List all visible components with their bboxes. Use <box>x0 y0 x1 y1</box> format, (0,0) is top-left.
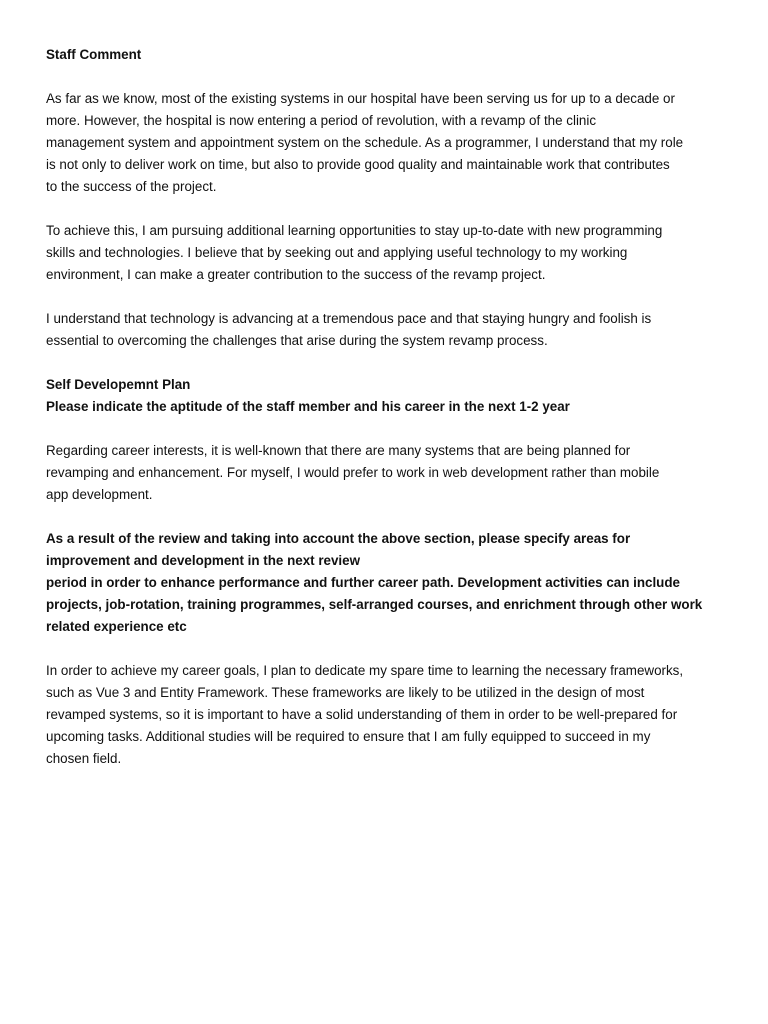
text-line: improvement and development in the next review <box>46 553 361 568</box>
text-line: To achieve this, I am pursuing additional learning opportunities to stay up-to-date with new programming <box>46 223 663 238</box>
text-line: revamped systems, so it is important to have a solid understanding of them in order to be well-prepared for <box>46 707 678 722</box>
answer-career-goals <box>46 660 730 770</box>
text-line: such as Vue 3 and Entity Framework. These frameworks are likely to be utilized in the design of most <box>46 685 645 700</box>
spacer <box>46 198 730 220</box>
staff-comment-paragraph-2 <box>46 220 730 286</box>
text-line: related experience etc <box>46 619 187 634</box>
text-line: more. However, the hospital is now entering a period of revolution, with a revamp of the clinic <box>46 113 597 128</box>
text-line: As far as we know, most of the existing systems in our hospital have been serving us for up to a decade or <box>46 91 675 106</box>
document-body <box>46 44 730 770</box>
answer-career-interests <box>46 440 730 506</box>
staff-comment-heading: Staff Comment <box>46 47 142 62</box>
text-line: Regarding career interests, it is well-known that there are many systems that are being planned for <box>46 443 631 458</box>
spacer <box>46 352 730 374</box>
text-line: projects, job-rotation, training programmes, self-arranged courses, and enrichment through other work <box>46 597 703 612</box>
question-aptitude: Please indicate the aptitude of the staff member and his career in the next 1-2 year <box>46 399 570 414</box>
staff-comment-paragraph-3 <box>46 308 730 352</box>
text-line: upcoming tasks. Additional studies will be required to ensure that I am fully equipped to succeed in my <box>46 729 651 744</box>
text-line: app development. <box>46 487 153 502</box>
spacer <box>46 418 730 440</box>
text-line: I understand that technology is advancing at a tremendous pace and that staying hungry and foolish is <box>46 311 652 326</box>
staff-comment-paragraph-1 <box>46 88 730 198</box>
text-line: is not only to deliver work on time, but also to provide good quality and maintainable work that contributes <box>46 157 670 172</box>
text-line: revamping and enhancement. For myself, I would prefer to work in web development rather than mobile <box>46 465 660 480</box>
spacer <box>46 286 730 308</box>
spacer <box>46 66 730 88</box>
text-line: environment, I can make a greater contribution to the success of the revamp project. <box>46 267 546 282</box>
text-line: essential to overcoming the challenges that arise during the system revamp process. <box>46 333 548 348</box>
text-line: As a result of the review and taking into account the above section, please specify areas for <box>46 531 631 546</box>
text-line: management system and appointment system on the schedule. As a programmer, I understand that my role <box>46 135 684 150</box>
spacer <box>46 506 730 528</box>
text-line: In order to achieve my career goals, I plan to dedicate my spare time to learning the necessary frameworks, <box>46 663 684 678</box>
question-development-areas <box>46 528 730 638</box>
text-line: to the success of the project. <box>46 179 217 194</box>
spacer <box>46 638 730 660</box>
text-line: skills and technologies. I believe that by seeking out and applying useful technology to my working <box>46 245 628 260</box>
self-development-heading: Self Developemnt Plan <box>46 377 191 392</box>
text-line: period in order to enhance performance and further career path. Development activities can include <box>46 575 680 590</box>
text-line: chosen field. <box>46 751 122 766</box>
